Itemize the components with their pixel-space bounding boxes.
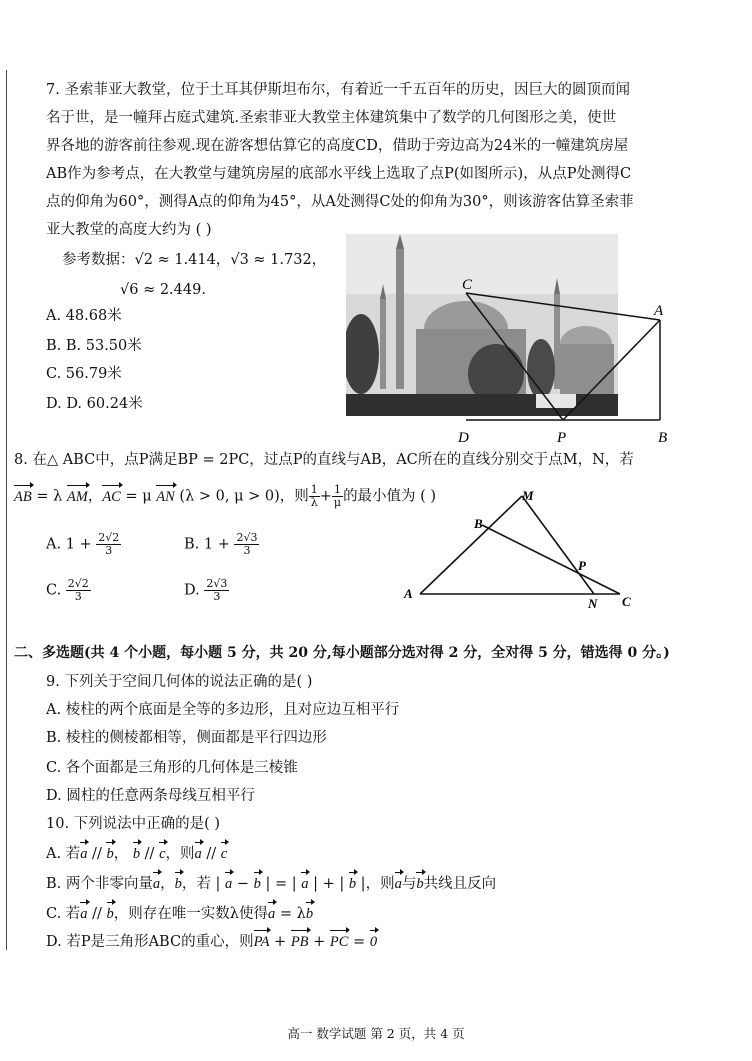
- q7-geometry-figure: [0, 0, 752, 460]
- q7-line-6: 亚大教堂的高度大约为 ( ): [46, 222, 212, 238]
- label-p: P: [578, 558, 586, 573]
- label-p: P: [557, 430, 567, 446]
- label-b: B: [474, 516, 483, 531]
- vector-an: AN: [156, 488, 175, 505]
- q7-line-3: 界各地的游客前往参观.现在游客想估算它的高度CD，借助于旁边高为24米的一幢建筑房屋: [46, 138, 629, 154]
- label-c: C: [462, 277, 473, 293]
- q8-option-d: D. $\frac{2√3}{3}$: [184, 577, 228, 603]
- q8-option-c: C. $\frac{2√2}{3}$: [46, 577, 89, 603]
- q9-option-b: B. 棱柱的侧棱都相等，侧面都是平行四边形: [46, 730, 327, 746]
- vector-ac: AC: [102, 488, 121, 505]
- page-footer: 高一 数学试题 第 2 页，共 4 页: [287, 1026, 465, 1041]
- q7-option-c: C. 56.79米: [46, 366, 122, 382]
- label-a: A: [654, 303, 664, 319]
- line-mn: [522, 496, 594, 594]
- q10-option-d: D. 若P是三角形ABC的重心，则PA + PB + PC = 0: [46, 934, 378, 950]
- line-ap: [563, 320, 660, 420]
- line-am: [420, 496, 522, 594]
- q7-line-4: AB作为参考点，在大教堂与建筑房屋的底部水平线上选取了点P(如图所示)，从点P处测得C: [46, 166, 632, 182]
- q7-line-5: 点的仰角为60°，测得A点的仰角为45°，从A处测得C处的仰角为30°，则该游客估算圣索菲: [46, 194, 634, 210]
- fraction-1-over-mu: $\frac{1}{\mu}$: [333, 483, 342, 509]
- q7-option-d: D. D. 60.24米: [46, 396, 143, 412]
- label-m: M: [522, 488, 534, 503]
- label-n: N: [588, 596, 598, 611]
- q7-option-b: B. B. 53.50米: [46, 338, 142, 354]
- q10-option-a: A. 若a // b， b // c，则a // c: [46, 846, 228, 862]
- q10-option-c: C. 若a // b，则存在唯一实数λ使得a = λb: [46, 906, 314, 922]
- q8-option-b: B. 1 + $\frac{2√3}{3}$: [184, 531, 258, 557]
- q8-triangle-figure: [400, 484, 640, 614]
- line-ca: [466, 293, 660, 320]
- line-cp: [466, 293, 563, 420]
- q9-option-d: D. 圆柱的任意两条母线互相平行: [46, 788, 255, 804]
- vector-ab: AB: [14, 488, 32, 505]
- q8-line-2: AB = λ AM，AC = μ AN (λ > 0, μ > 0)，则 $\frac{1}{\lambda}$ + $\frac{1}{\mu}$ 的最小值为 ( ): [14, 483, 437, 509]
- fraction-1-over-lambda: $\frac{1}{\lambda}$: [310, 483, 318, 509]
- q10-stem: 10. 下列说法中正确的是( ): [46, 816, 221, 832]
- q7-reference-data-2: √6 ≈ 2.449.: [120, 282, 206, 298]
- q8-line-1: 8. 在△ ABC中，点P满足BP = 2PC，过点P的直线与AB，AC所在的直线分别交于点M，N，若: [14, 452, 634, 468]
- label-c: C: [622, 594, 631, 609]
- q9-stem: 9. 下列关于空间几何体的说法正确的是( ): [46, 674, 313, 690]
- vector-am: AM: [66, 488, 88, 505]
- q7-option-a: A. 48.68米: [46, 308, 122, 324]
- q9-option-a: A. 棱柱的两个底面是全等的多边形，且对应边互相平行: [46, 702, 400, 718]
- q9-option-c: C. 各个面都是三角形的几何体是三棱锥: [46, 760, 298, 776]
- label-b: B: [658, 430, 668, 446]
- q7-line-2: 名于世，是一幢拜占庭式建筑.圣索菲亚大教堂主体建筑集中了数学的几何图形之美，使世: [46, 110, 617, 126]
- q10-option-b: B. 两个非零向量a，b，若 | a − b | = | a | + | b |，则a与b共线且反向: [46, 876, 497, 892]
- section-2-header: 二、多选题(共 4 个小题，每小题 5 分，共 20 分,每小题部分选对得 2 分，全对得 5 分，错选得 0 分。): [14, 645, 670, 661]
- label-a: A: [404, 586, 413, 601]
- label-d: D: [458, 430, 469, 446]
- q8-option-a: A. 1 + $\frac{2√2}{3}$: [46, 531, 120, 557]
- q7-line-1: 7. 圣索菲亚大教堂，位于土耳其伊斯坦布尔，有着近一千五百年的历史，因巨大的圆顶而闻: [46, 82, 630, 98]
- q7-reference-data-1: 参考数据：√2 ≈ 1.414，√3 ≈ 1.732，: [62, 252, 327, 268]
